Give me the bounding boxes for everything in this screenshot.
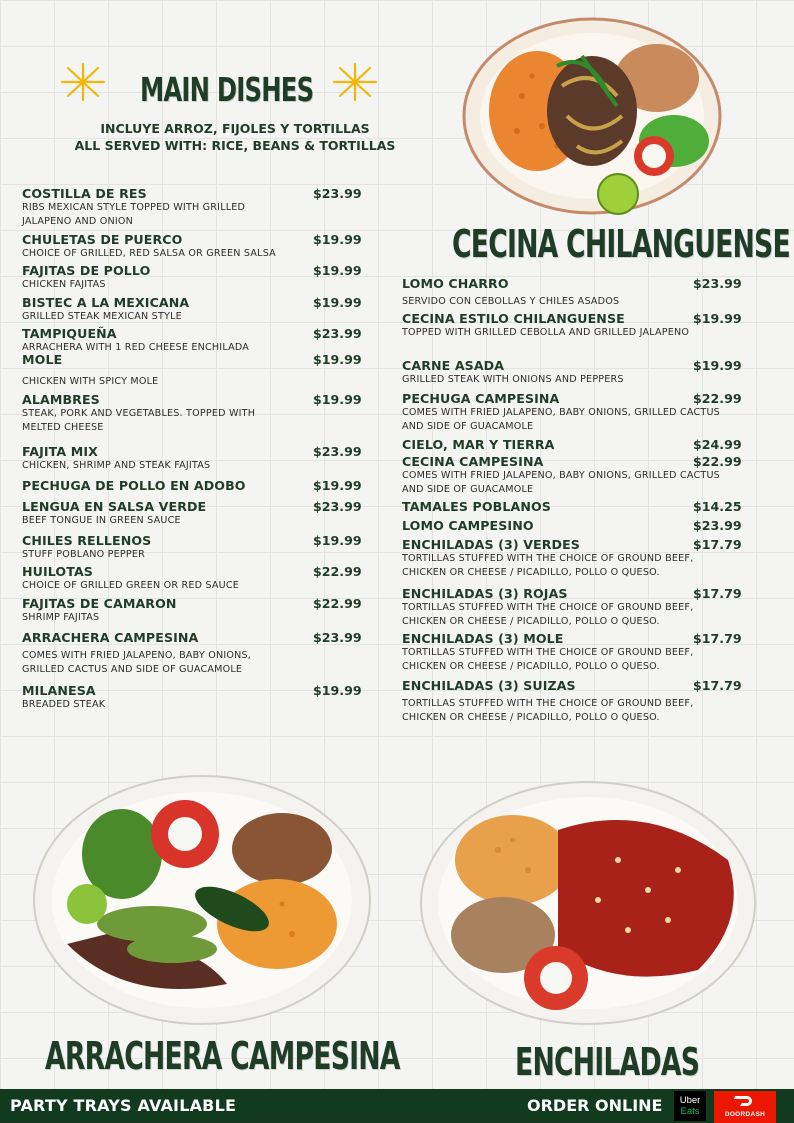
menu-item-name: CARNE ASADA xyxy=(402,358,505,373)
menu-item-name: ENCHILADAS (3) MOLE xyxy=(402,631,564,646)
menu-item-price: $19.99 xyxy=(313,392,362,407)
menu-item-name: LENGUA EN SALSA VERDE xyxy=(22,499,207,514)
menu-item-description: CHICKEN WITH SPICY MOLE xyxy=(22,376,159,387)
menu-item-price: $17.79 xyxy=(693,537,742,552)
enchiladas-plate-photo xyxy=(418,780,758,1026)
menu-item-name: MOLE xyxy=(22,352,63,367)
menu-item-description: STUFF POBLANO PEPPER xyxy=(22,549,146,560)
menu-item-price: $23.99 xyxy=(313,499,362,514)
menu-item-name: FAJITAS DE CAMARON xyxy=(22,596,177,611)
menu-item-description: TORTILLAS STUFFED WITH THE CHOICE OF GROUND BEEF, CHICKEN OR CHEESE / PICADILLO, POLLO O QUESO. xyxy=(402,698,694,723)
menu-item-description: CHOICE OF GRILLED, RED SALSA OR GREEN SALSA xyxy=(22,248,276,259)
menu-item-price: $19.99 xyxy=(693,311,742,326)
menu-item-price: $17.79 xyxy=(693,678,742,693)
menu-item-name: LOMO CAMPESINO xyxy=(402,518,534,533)
menu-item-description: TORTILLAS STUFFED WITH THE CHOICE OF GROUND BEEF, CHICKEN OR CHEESE / PICADILLO, POLLO O QUESO. xyxy=(402,553,694,578)
menu-item-description: ARRACHERA WITH 1 RED CHEESE ENCHILADA xyxy=(22,342,250,353)
page-title: MAIN DISHES xyxy=(140,70,314,109)
menu-item-price: $19.99 xyxy=(313,478,362,493)
menu-item-name: ENCHILADAS (3) VERDES xyxy=(402,537,580,552)
menu-item-price: $23.99 xyxy=(313,186,362,201)
menu-item-name: TAMPIQUEÑA xyxy=(22,326,117,341)
menu-item-description: CHICKEN, SHRIMP AND STEAK FAJITAS xyxy=(22,460,211,471)
menu-item-description: STEAK, PORK AND VEGETABLES. TOPPED WITH MELTED CHEESE xyxy=(22,408,256,433)
uber-eats-logo[interactable] xyxy=(674,1091,706,1121)
party-trays-text: PARTY TRAYS AVAILABLE xyxy=(10,1096,237,1115)
menu-item-description: COMES WITH FRIED JALAPENO, BABY ONIONS, GRILLED CACTUS AND SIDE OF GUACAMOLE xyxy=(402,407,720,432)
menu-item-name: ALAMBRES xyxy=(22,392,100,407)
menu-item-name: ENCHILADAS (3) ROJAS xyxy=(402,586,568,601)
menu-item-price: $23.99 xyxy=(693,518,742,533)
menu-item-name: CECINA ESTILO CHILANGUENSE xyxy=(402,311,625,326)
menu-item-price: $19.99 xyxy=(313,533,362,548)
doordash-label: DOORDASH xyxy=(724,1111,766,1118)
menu-item-name: ARRACHERA CAMPESINA xyxy=(22,630,199,645)
menu-item-price: $24.99 xyxy=(693,437,742,452)
menu-item-description: BEEF TONGUE IN GREEN SAUCE xyxy=(22,515,181,526)
menu-item-name: CHILES RELLENOS xyxy=(22,533,152,548)
menu-item-price: $19.99 xyxy=(313,352,362,367)
menu-item-name: PECHUGA DE POLLO EN ADOBO xyxy=(22,478,246,493)
menu-item-price: $23.99 xyxy=(313,630,362,645)
sparkle-icon-left xyxy=(58,62,108,102)
menu-item-name: CHULETAS DE PUERCO xyxy=(22,232,183,247)
menu-item-description: TORTILLAS STUFFED WITH THE CHOICE OF GROUND BEEF, CHICKEN OR CHEESE / PICADILLO, POLLO O QUESO. xyxy=(402,602,694,627)
menu-item-name: COSTILLA DE RES xyxy=(22,186,147,201)
menu-item-price: $22.99 xyxy=(693,454,742,469)
menu-item-name: PECHUGA CAMPESINA xyxy=(402,391,560,406)
menu-item-price: $17.79 xyxy=(693,586,742,601)
menu-item-description: COMES WITH FRIED JALAPENO, BABY ONIONS, GRILLED CACTUS AND SIDE OF GUACAMOLE xyxy=(22,650,252,675)
menu-item-price: $19.99 xyxy=(313,295,362,310)
uber-eats-logo-line2: Eats xyxy=(680,1106,700,1117)
menu-item-price: $23.99 xyxy=(313,444,362,459)
menu-item-name: MILANESA xyxy=(22,683,96,698)
menu-item-price: $14.25 xyxy=(693,499,742,514)
menu-item-name: FAJITA MIX xyxy=(22,444,98,459)
menu-item-price: $22.99 xyxy=(693,391,742,406)
menu-item-price: $19.99 xyxy=(313,263,362,278)
arrachera-plate-photo xyxy=(32,774,374,1026)
menu-item-name: BISTEC A LA MEXICANA xyxy=(22,295,190,310)
menu-item-description: COMES WITH FRIED JALAPENO, BABY ONIONS, GRILLED CACTUS AND SIDE OF GUACAMOLE xyxy=(402,470,720,495)
menu-item-name: HUILOTAS xyxy=(22,564,93,579)
menu-item-description: BREADED STEAK xyxy=(22,699,106,710)
menu-item-price: $19.99 xyxy=(313,232,362,247)
menu-item-description: CHICKEN FAJITAS xyxy=(22,279,106,290)
menu-item-name: FAJITAS DE POLLO xyxy=(22,263,151,278)
doordash-icon xyxy=(734,1094,756,1108)
subtitle-spanish: INCLUYE ARROZ, FIJOLES Y TORTILLAS xyxy=(100,121,370,136)
menu-item-price: $17.79 xyxy=(693,631,742,646)
sparkle-icon-right xyxy=(330,62,380,102)
menu-item-name: TAMALES POBLANOS xyxy=(402,499,551,514)
order-online-link[interactable]: ORDER ONLINE xyxy=(527,1096,663,1115)
menu-item-price: $19.99 xyxy=(313,683,362,698)
menu-item-price: $23.99 xyxy=(693,276,742,291)
doordash-logo[interactable] xyxy=(714,1091,776,1123)
menu-item-description: CHOICE OF GRILLED GREEN OR RED SAUCE xyxy=(22,580,240,591)
menu-item-description: SERVIDO CON CEBOLLAS Y CHILES ASADOS xyxy=(402,296,620,307)
cecina-plate-photo xyxy=(462,16,722,216)
menu-item-description: GRILLED STEAK WITH ONIONS AND PEPPERS xyxy=(402,374,624,385)
menu-item-price: $22.99 xyxy=(313,596,362,611)
menu-item-description: GRILLED STEAK MEXICAN STYLE xyxy=(22,311,182,322)
uber-eats-logo-line1: Uber xyxy=(679,1095,701,1106)
menu-item-name: CECINA CAMPESINA xyxy=(402,454,544,469)
menu-item-description: TORTILLAS STUFFED WITH THE CHOICE OF GROUND BEEF, CHICKEN OR CHEESE / PICADILLO, POLLO O QUESO. xyxy=(402,647,694,672)
menu-item-name: CIELO, MAR Y TIERRA xyxy=(402,437,555,452)
menu-item-description: RIBS MEXICAN STYLE TOPPED WITH GRILLED JALAPENO AND ONION xyxy=(22,202,246,227)
menu-item-price: $23.99 xyxy=(313,326,362,341)
subtitle-english: ALL SERVED WITH: RICE, BEANS & TORTILLAS xyxy=(74,138,396,153)
section-title-cecina: CECINA CHILANGUENSE xyxy=(452,222,790,266)
menu-item-price: $22.99 xyxy=(313,564,362,579)
photo-title-arrachera: ARRACHERA CAMPESINA xyxy=(45,1034,400,1078)
menu-item-price: $19.99 xyxy=(693,358,742,373)
photo-title-enchiladas: ENCHILADAS xyxy=(515,1040,700,1084)
menu-item-name: LOMO CHARRO xyxy=(402,276,509,291)
menu-item-description: SHRIMP FAJITAS xyxy=(22,612,100,623)
menu-item-description: TOPPED WITH GRILLED CEBOLLA AND GRILLED JALAPENO xyxy=(402,327,690,338)
menu-item-name: ENCHILADAS (3) SUIZAS xyxy=(402,678,576,693)
